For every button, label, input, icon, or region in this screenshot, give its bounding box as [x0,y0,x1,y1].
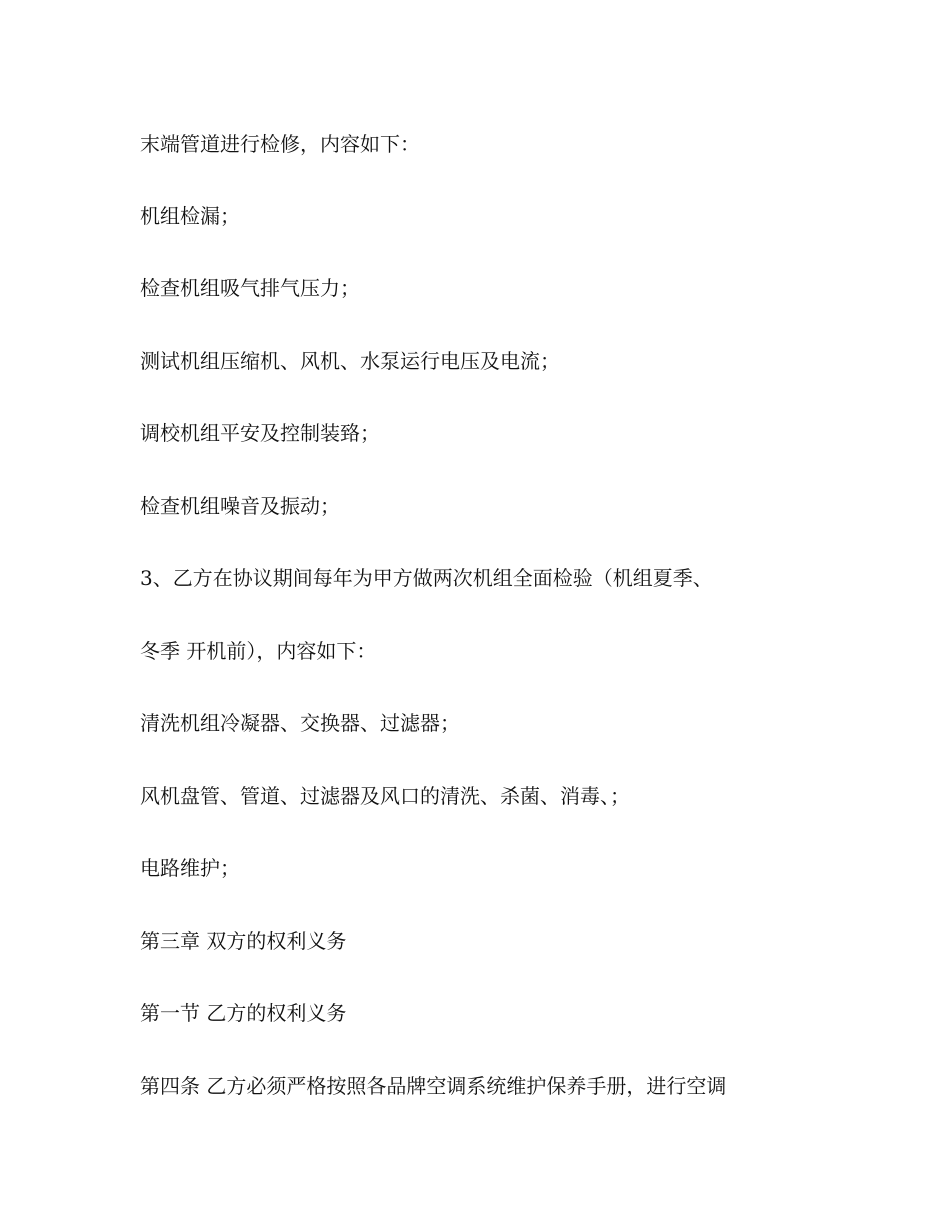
text-line: 机组检漏； [140,204,240,228]
text-line: 调校机组平安及控制装臵； [140,421,380,445]
article-text: 第四条 乙方必须严格按照各品牌空调系统维护保养手册，进行空调 [140,1074,727,1098]
text-line: 检查机组噪音及振动； [140,494,340,518]
text-line: 冬季 开机前），内容如下： [140,639,377,663]
text-line: 电路维护； [140,856,240,880]
section-heading: 第一节 乙方的权利义务 [140,1001,347,1025]
text-line: 清洗机组冷凝器、交换器、过滤器； [140,711,460,735]
text-line: 检查机组吸气排气压力； [140,276,360,300]
chapter-heading: 第三章 双方的权利义务 [140,929,347,953]
text-line: 测试机组压缩机、风机、水泵运行电压及电流； [140,349,560,373]
text-line: 末端管道进行检修，内容如下： [140,132,420,156]
text-line: 风机盘管、管道、过滤器及风口的清洗、杀菌、消毒、； [140,784,630,808]
text-line: 3、乙方在协议期间每年为甲方做两次机组全面检验（机组夏季、 [140,566,713,590]
